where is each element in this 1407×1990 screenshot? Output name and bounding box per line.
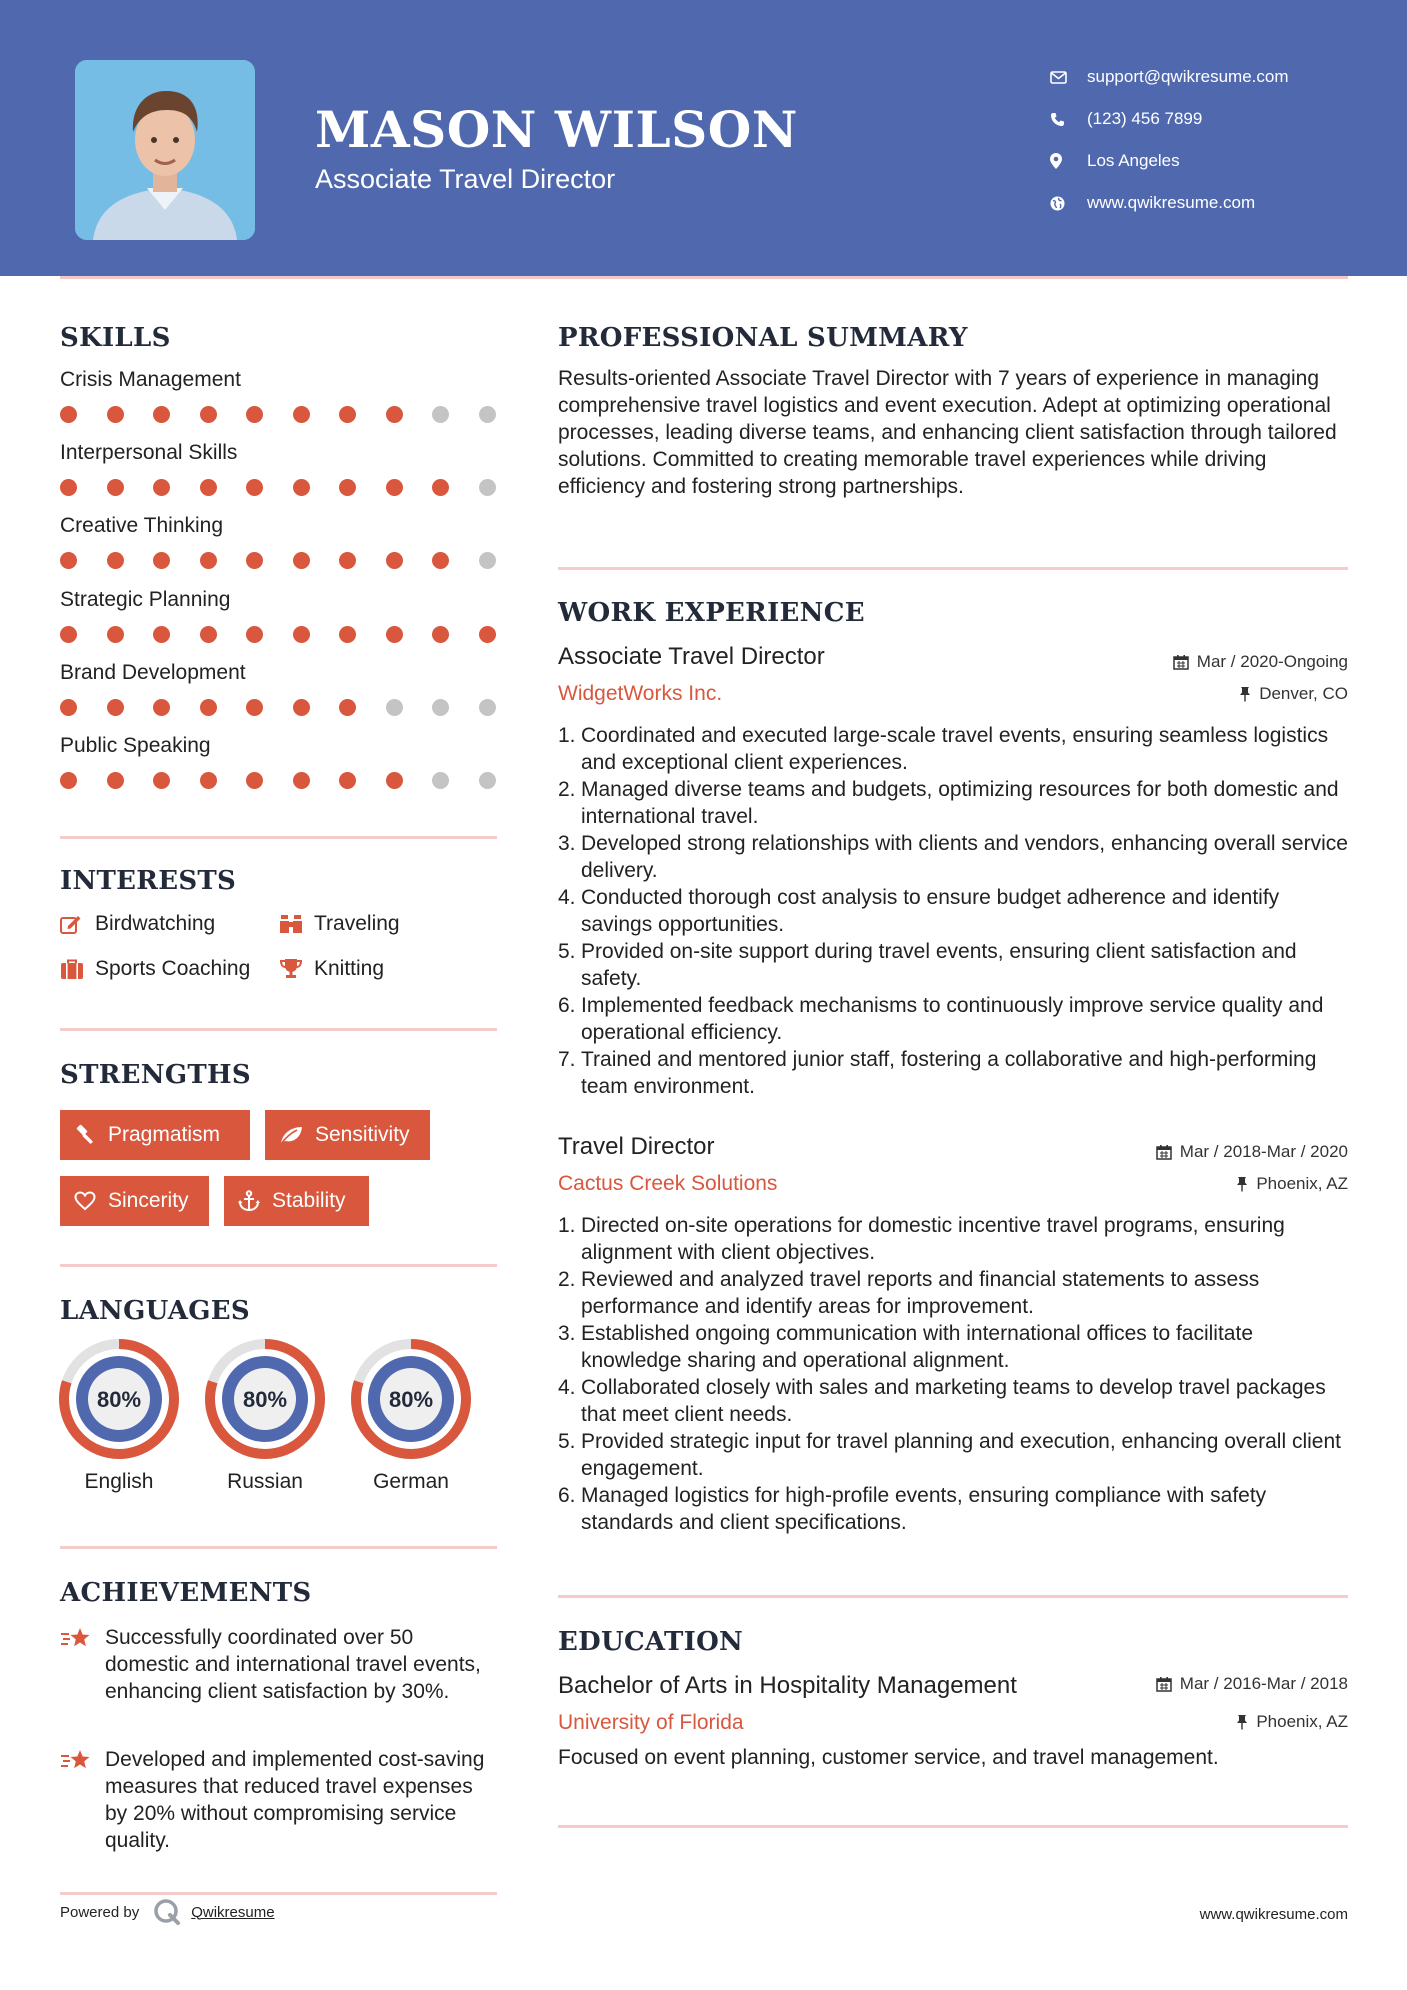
interest-label: Sports Coaching [95, 957, 251, 980]
skill-dot-filled [246, 552, 263, 569]
responsibility-text: Implemented feedback mechanisms to continuously improve service quality and operational efficiency. [581, 994, 1324, 1044]
skill-dot-filled [293, 552, 310, 569]
skill-dot-empty [479, 699, 496, 716]
achievement-item [60, 1624, 500, 1705]
company-name: WidgetWorks Inc. [558, 682, 723, 705]
strength-label: Sincerity [108, 1189, 189, 1212]
skill-rating [60, 479, 525, 496]
language-name: Russian [227, 1470, 303, 1493]
language-item [58, 1338, 180, 1494]
language-percent: 80% [96, 1387, 142, 1412]
interest-item [279, 957, 384, 981]
responsibility-text: Trained and mentored junior staff, fostering a collaborative and high-performing team environment. [581, 1048, 1317, 1098]
pushpin-icon [1239, 686, 1251, 702]
contact-list [1050, 56, 1390, 224]
skill-dot-empty [479, 552, 496, 569]
responsibility-text: Managed diverse teams and budgets, optimizing resources for both domestic and international travel. [581, 778, 1339, 828]
skill-dot-filled [293, 772, 310, 789]
leaf-icon [279, 1125, 303, 1145]
education-heading: EDUCATION [558, 1627, 744, 1657]
skill-dot-filled [107, 626, 124, 643]
candidate-title: Associate Travel Director [315, 164, 616, 194]
experience-heading: WORK EXPERIENCE [558, 598, 865, 628]
skill-dot-filled [60, 772, 77, 789]
responsibility-text: Reviewed and analyzed travel reports and financial statements to assess performance and identify areas for improvement. [581, 1268, 1260, 1318]
skill-dot-filled [339, 479, 356, 496]
contact-email[interactable] [1050, 56, 1390, 98]
language-ring [204, 1338, 326, 1460]
achievement-text: Developed and implemented cost-saving measures that reduced travel expenses by 20% without compromising service quality. [105, 1748, 485, 1852]
skill-dot-filled [339, 772, 356, 789]
skill-dot-filled [200, 406, 217, 423]
skill-rating [60, 406, 525, 423]
skill-dot-filled [246, 479, 263, 496]
skill-dot-filled [432, 552, 449, 569]
language-name: German [373, 1470, 449, 1493]
skill-dot-filled [246, 406, 263, 423]
skill-name: Brand Development [60, 661, 246, 684]
responsibility-item: 4. Conducted thorough cost analysis to ensure budget adherence and identify savings opportunities. [558, 884, 1348, 938]
interest-item [279, 912, 400, 936]
skill-dot-filled [479, 626, 496, 643]
skill-dot-filled [339, 552, 356, 569]
envelope-icon [1050, 71, 1087, 84]
skill-dot-filled [339, 699, 356, 716]
languages-heading: LANGUAGES [60, 1296, 250, 1326]
skill-dot-empty [479, 479, 496, 496]
education-description: Focused on event planning, customer service, and travel management. [558, 1746, 1219, 1769]
pushpin-icon [1236, 1176, 1248, 1192]
skill-dot-filled [200, 552, 217, 569]
language-name: English [84, 1470, 154, 1493]
achievements-heading: ACHIEVEMENTS [60, 1578, 312, 1608]
language-percent: 80% [242, 1387, 288, 1412]
skill-name: Crisis Management [60, 368, 241, 391]
phone-icon [1050, 112, 1087, 127]
language-item [350, 1338, 472, 1494]
language-ring [350, 1338, 472, 1460]
skill-dot-filled [200, 626, 217, 643]
strength-badge [224, 1176, 369, 1226]
skill-dot-filled [200, 479, 217, 496]
responsibility-text: Provided on-site support during travel events, ensuring client satisfaction and safety. [581, 940, 1297, 990]
skill-dot-empty [432, 699, 449, 716]
job-title: Associate Travel Director [558, 643, 825, 670]
achievement-item [60, 1746, 500, 1854]
skill-dot-filled [246, 626, 263, 643]
strengths-heading: STRENGTHS [60, 1060, 251, 1090]
language-item [204, 1338, 326, 1494]
shooting-star-icon [60, 1746, 105, 1854]
pencil-square-icon [60, 914, 95, 934]
responsibility-text: Directed on-site operations for domestic incentive travel programs, ensuring alignment with client objectives. [581, 1214, 1285, 1264]
calendar-icon [1173, 654, 1189, 670]
responsibility-item: 5. Provided strategic input for travel planning and execution, enhancing overall client engagement. [558, 1428, 1348, 1482]
interest-item [60, 957, 250, 981]
strength-badge [60, 1176, 209, 1226]
responsibility-item: 3. Established ongoing communication with international offices to facilitate knowledge sharing and operational alignment. [558, 1320, 1348, 1374]
language-percent: 80% [388, 1387, 434, 1412]
skill-dot-filled [200, 699, 217, 716]
header-divider [60, 276, 1348, 279]
strength-label: Pragmatism [108, 1123, 221, 1146]
skill-dot-filled [432, 479, 449, 496]
gavel-icon [74, 1124, 96, 1146]
contact-website[interactable] [1050, 182, 1390, 224]
skill-dot-filled [153, 479, 170, 496]
summary-text: Results-oriented Associate Travel Director with 7 years of experience in managing comprehensive travel logistics and event execution. Adept at optimizing operational processes, leading diverse teams, and enhancing client satisfaction through tailored solutions. Committed to creating memorable travel experiences while driving efficiency and fostering strong partnerships. [558, 367, 1337, 498]
skill-dot-filled [386, 479, 403, 496]
interest-item [60, 912, 215, 936]
profile-photo [75, 60, 255, 240]
section-divider [60, 1892, 497, 1895]
skill-dot-filled [153, 699, 170, 716]
section-divider [60, 1546, 497, 1549]
skill-dot-filled [153, 626, 170, 643]
skill-dot-empty [479, 772, 496, 789]
degree-title: Bachelor of Arts in Hospitality Management [558, 1672, 1017, 1699]
responsibility-item: 6. Managed logistics for high-profile events, ensuring compliance with safety standards and client specifications. [558, 1482, 1348, 1536]
skill-dot-filled [386, 626, 403, 643]
skill-name: Strategic Planning [60, 588, 231, 611]
skill-dot-empty [432, 772, 449, 789]
skill-rating [60, 552, 525, 569]
skill-dot-filled [339, 406, 356, 423]
skill-rating [60, 699, 525, 716]
resume-header [0, 0, 1407, 276]
heart-icon [74, 1191, 96, 1211]
interest-label: Knitting [314, 957, 385, 980]
powered-by-label: Powered by [60, 1903, 140, 1921]
pushpin-icon [1236, 1714, 1248, 1730]
achievement-text: Successfully coordinated over 50 domestic and international travel events, enhancing client satisfaction by 30%. [105, 1626, 481, 1703]
responsibility-text: Collaborated closely with sales and marketing teams to develop travel packages that meet client needs. [581, 1376, 1326, 1426]
job-title: Travel Director [558, 1133, 715, 1160]
map-marker-icon [1050, 153, 1087, 169]
section-divider [558, 1825, 1348, 1828]
school-name: University of Florida [558, 1711, 744, 1734]
job-location-text: Denver, CO [1259, 684, 1348, 703]
skill-dot-filled [107, 699, 124, 716]
responsibility-text: Provided strategic input for travel planning and execution, enhancing overall client engagement. [581, 1430, 1341, 1480]
skill-dot-filled [153, 406, 170, 423]
section-divider [558, 1595, 1348, 1598]
skill-dot-filled [293, 626, 310, 643]
skill-dot-filled [107, 406, 124, 423]
responsibility-text: Managed logistics for high-profile events, ensuring compliance with safety standards and client specifications. [581, 1484, 1267, 1534]
skill-dot-filled [432, 626, 449, 643]
job-location-text: Phoenix, AZ [1256, 1174, 1348, 1193]
responsibility-item: 1. Coordinated and executed large-scale travel events, ensuring seamless logistics and exceptional client experiences. [558, 722, 1348, 776]
responsibility-text: Coordinated and executed large-scale travel events, ensuring seamless logistics and exceptional client experiences. [581, 724, 1329, 774]
job-dates-text: Mar / 2018-Mar / 2020 [1179, 1142, 1348, 1161]
job-location [1239, 684, 1348, 704]
skill-dot-filled [107, 479, 124, 496]
skill-name: Creative Thinking [60, 514, 224, 537]
skill-dot-empty [386, 699, 403, 716]
responsibility-item: 1. Directed on-site operations for domestic incentive travel programs, ensuring alignment with client objectives. [558, 1212, 1348, 1266]
responsibility-text: Established ongoing communication with international offices to facilitate knowledge sharing and operational alignment. [581, 1322, 1253, 1372]
job-dates [1173, 652, 1348, 672]
language-ring [58, 1338, 180, 1460]
education-location [1236, 1712, 1348, 1732]
contact-email-text: support@qwikresume.com [1087, 67, 1289, 86]
skill-dot-filled [153, 772, 170, 789]
globe-icon [1050, 196, 1087, 211]
responsibility-item: 6. Implemented feedback mechanisms to continuously improve service quality and operational efficiency. [558, 992, 1348, 1046]
skills-heading: SKILLS [60, 323, 171, 353]
skill-dot-filled [107, 772, 124, 789]
skill-dot-filled [293, 479, 310, 496]
skill-dot-filled [60, 626, 77, 643]
skill-dot-filled [60, 479, 77, 496]
responsibility-text: Conducted thorough cost analysis to ensure budget adherence and identify savings opportunities. [581, 886, 1280, 936]
skill-dot-filled [60, 699, 77, 716]
qwikresume-link[interactable]: Qwikresume [191, 1903, 275, 1921]
skill-dot-empty [432, 406, 449, 423]
skill-dot-filled [246, 772, 263, 789]
education-location-text: Phoenix, AZ [1256, 1712, 1348, 1731]
strength-badge [60, 1110, 250, 1160]
section-divider [60, 836, 497, 839]
strength-label: Stability [272, 1189, 346, 1212]
skill-dot-filled [386, 406, 403, 423]
footer-powered-by [60, 1898, 275, 1926]
contact-location [1050, 140, 1390, 182]
responsibility-item: 4. Collaborated closely with sales and marketing teams to develop travel packages that meet client needs. [558, 1374, 1348, 1428]
contact-location-text: Los Angeles [1087, 151, 1180, 170]
contact-phone[interactable] [1050, 98, 1390, 140]
skill-dot-filled [107, 552, 124, 569]
skill-dot-filled [386, 552, 403, 569]
calendar-icon [1156, 1144, 1172, 1160]
section-divider [60, 1264, 497, 1267]
binoculars-icon [279, 913, 314, 935]
contact-phone-text: (123) 456 7899 [1087, 109, 1203, 128]
skill-dot-filled [339, 626, 356, 643]
skill-rating [60, 626, 525, 643]
briefcase-icon [60, 959, 95, 980]
interest-label: Birdwatching [95, 912, 216, 935]
responsibility-item: 7. Trained and mentored junior staff, fostering a collaborative and high-performing team environment. [558, 1046, 1348, 1100]
responsibility-item: 2. Reviewed and analyzed travel reports and financial statements to assess performance and identify areas for improvement. [558, 1266, 1348, 1320]
job-dates-text: Mar / 2020-Ongoing [1196, 652, 1348, 671]
skill-dot-filled [60, 552, 77, 569]
skill-dot-filled [200, 772, 217, 789]
section-divider [558, 567, 1348, 570]
responsibility-item: 3. Developed strong relationships with clients and vendors, enhancing overall service delivery. [558, 832, 1348, 882]
summary-heading: PROFESSIONAL SUMMARY [558, 323, 968, 353]
strength-badge [265, 1110, 430, 1160]
contact-website-text: www.qwikresume.com [1087, 193, 1256, 212]
job-location [1236, 1174, 1348, 1194]
interest-label: Traveling [314, 912, 400, 935]
education-dates [1156, 1674, 1348, 1694]
skill-dot-filled [386, 772, 403, 789]
interests-heading: INTERESTS [60, 866, 237, 896]
education-dates-text: Mar / 2016-Mar / 2018 [1179, 1674, 1348, 1693]
skill-dot-filled [153, 552, 170, 569]
skill-dot-filled [60, 406, 77, 423]
footer-url[interactable]: www.qwikresume.com [1199, 1906, 1348, 1923]
responsibilities-list [558, 722, 1348, 1100]
section-divider [60, 1028, 497, 1031]
responsibility-item: 5. Provided on-site support during travel events, ensuring client satisfaction and safety. [558, 938, 1348, 992]
qwikresume-logo-icon [153, 1898, 181, 1926]
trophy-icon [279, 958, 314, 980]
strength-label: Sensitivity [315, 1123, 410, 1146]
job-dates [1156, 1142, 1348, 1162]
responsibility-text: Developed strong relationships with clients and vendors, enhancing overall service delivery. [581, 832, 1348, 882]
candidate-name: MASON WILSON [315, 100, 798, 159]
responsibility-item: 2. Managed diverse teams and budgets, optimizing resources for both domestic and international travel. [558, 776, 1348, 830]
company-name: Cactus Creek Solutions [558, 1172, 778, 1195]
skill-dot-empty [479, 406, 496, 423]
anchor-icon [238, 1190, 260, 1212]
skill-name: Interpersonal Skills [60, 441, 238, 464]
skill-name: Public Speaking [60, 734, 211, 757]
shooting-star-icon [60, 1624, 105, 1705]
skill-dot-filled [293, 699, 310, 716]
skill-rating [60, 772, 525, 789]
calendar-icon [1156, 1676, 1172, 1692]
skill-dot-filled [246, 699, 263, 716]
responsibilities-list [558, 1212, 1348, 1536]
skill-dot-filled [293, 406, 310, 423]
